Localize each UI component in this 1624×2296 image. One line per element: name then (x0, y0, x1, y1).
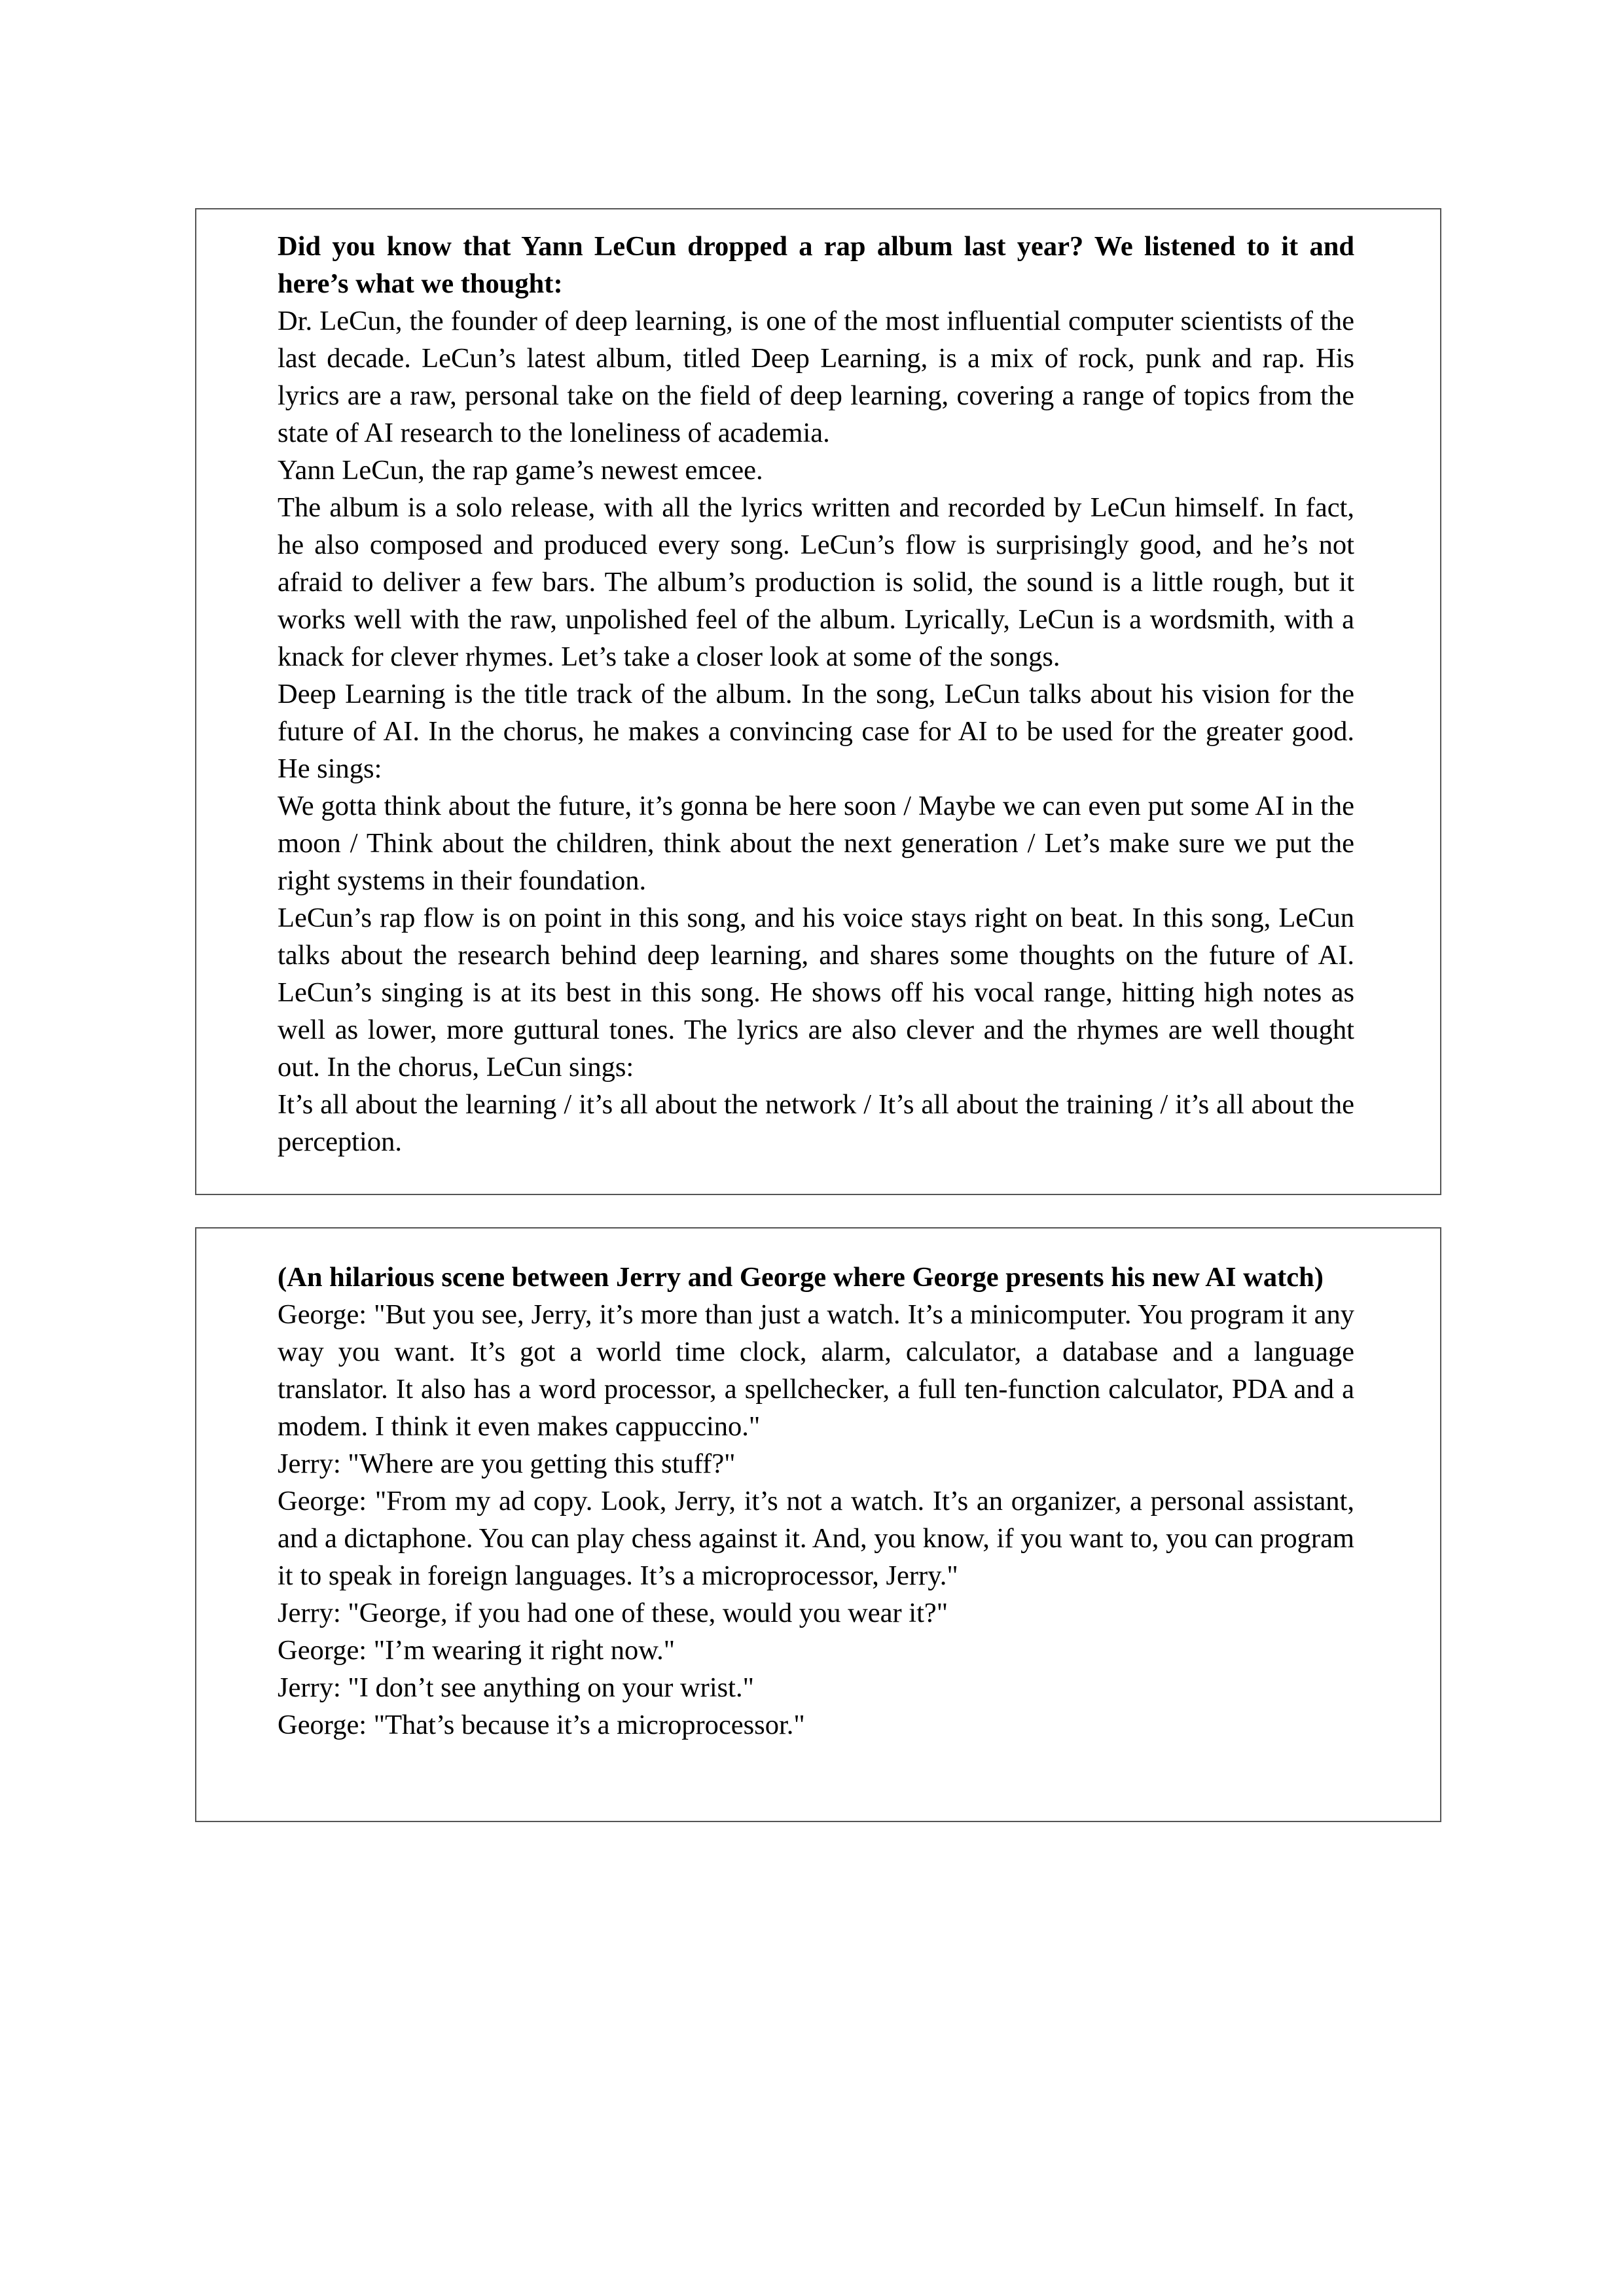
paragraph: LeCun’s rap flow is on point in this song, and his voice stays right on beat. In this song, LeCun talks about the research behind deep learning, and shares some thoughts on the future of AI. LeCun’s singing is at its best in this song. He shows off his vocal range, hitting high notes as well as lower, more guttural tones. The lyrics are also clever and the rhymes are well thought out. In the chorus, LeCun sings: (278, 903, 1354, 1083)
paragraph: The album is a solo release, with all the lyrics written and recorded by LeCun himself. In fact, he also composed and produced every song. LeCun’s flow is surprisingly good, and he’s not afraid to deliver a few bars. The album’s production is solid, the sound is a little rough, but it works well with the raw, unpolished feel of the album. Lyrically, LeCun is a wordsmith, with a knack for clever rhymes. Let’s take a closer look at some of the songs. (278, 492, 1354, 672)
dialogue-line: George: "But you see, Jerry, it’s more than just a watch. It’s a minicomputer. You program it any way you want. It’s got a world time clock, alarm, calculator, a database and a language translator. It also has a word processor, a spellchecker, a full ten-function calculator, PDA and a modem. I think it even makes cappuccino." (278, 1299, 1354, 1442)
prompt-heading: Did you know that Yann LeCun dropped a rap album last year? We listened to it and here’s what we thought: (278, 231, 1354, 299)
lyrics-paragraph: It’s all about the learning / it’s all about the network / It’s all about the training / it’s all about the perception. (278, 1089, 1354, 1157)
sample-box-lecun-album (195, 208, 1441, 1195)
sample-text-lecun-album (278, 228, 1354, 1160)
dialogue-line: George: "That’s because it’s a microprocessor." (278, 1710, 805, 1740)
sample-text-seinfeld-scene (278, 1259, 1354, 1744)
dialogue-line: Jerry: "I don’t see anything on your wrist." (278, 1672, 754, 1703)
paragraph: Yann LeCun, the rap game’s newest emcee. (278, 455, 763, 486)
dialogue-line: George: "From my ad copy. Look, Jerry, it’s not a watch. It’s an organizer, a personal assistant, and a dictaphone. You can play chess against it. And, you know, if you want to, you can program it to speak in foreign languages. It’s a microprocessor, Jerry." (278, 1486, 1354, 1591)
paragraph: Deep Learning is the title track of the album. In the song, LeCun talks about his vision for the future of AI. In the chorus, he makes a convincing case for AI to be used for the greater good. He sings: (278, 679, 1354, 784)
lyrics-paragraph: We gotta think about the future, it’s gonna be here soon / Maybe we can even put some AI in the moon / Think about the children, think about the next generation / Let’s make sure we put the right systems in their foundation. (278, 791, 1354, 896)
dialogue-line: George: "I’m wearing it right now." (278, 1635, 676, 1666)
sample-box-seinfeld-scene (195, 1227, 1441, 1822)
prompt-heading: (An hilarious scene between Jerry and George where George presents his new AI watch) (278, 1262, 1324, 1293)
dialogue-line: Jerry: "Where are you getting this stuff?" (278, 1448, 736, 1479)
paragraph: Dr. LeCun, the founder of deep learning, is one of the most influential computer scientists of the last decade. LeCun’s latest album, titled Deep Learning, is a mix of rock, punk and rap. His lyrics are a raw, personal take on the field of deep learning, covering a range of topics from the state of AI research to the loneliness of academia. (278, 306, 1354, 448)
dialogue-line: Jerry: "George, if you had one of these, would you wear it?" (278, 1598, 948, 1628)
